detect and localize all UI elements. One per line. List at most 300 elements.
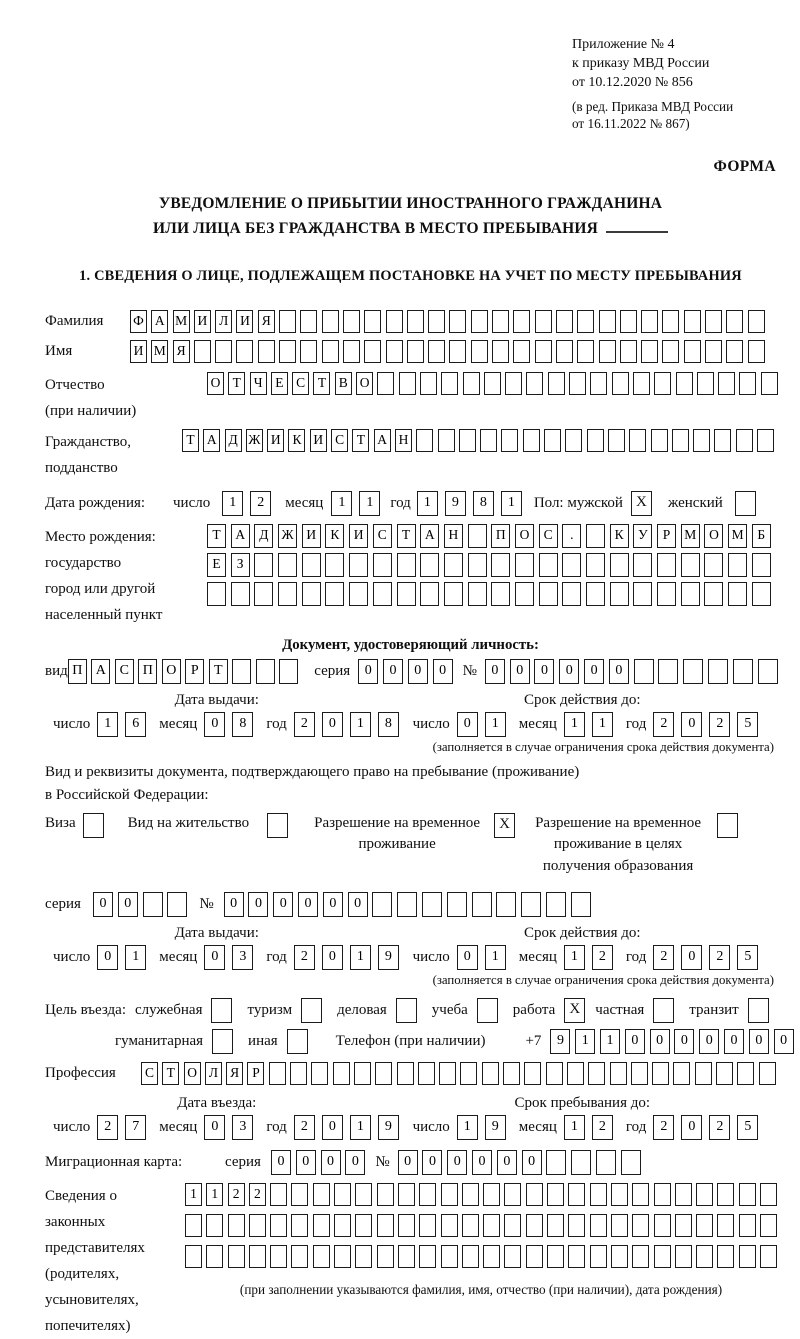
form-cell[interactable]: 1 [97, 712, 118, 737]
profession-input[interactable] [141, 1062, 776, 1085]
form-cell[interactable] [696, 1183, 713, 1206]
form-cell[interactable] [684, 340, 701, 363]
passport-expiry-day-input[interactable] [457, 712, 506, 737]
form-cell[interactable]: 0 [398, 1150, 418, 1175]
form-cell[interactable] [397, 1062, 414, 1085]
form-cell[interactable] [704, 582, 723, 606]
form-cell[interactable] [300, 340, 317, 363]
form-cell[interactable] [231, 582, 250, 606]
form-cell[interactable] [697, 372, 714, 395]
doc-number-input[interactable] [485, 659, 778, 684]
form-cell[interactable] [654, 372, 671, 395]
birth-year-input[interactable] [417, 491, 522, 516]
form-cell[interactable]: М [728, 524, 747, 548]
form-cell[interactable] [736, 429, 753, 452]
form-cell[interactable]: 0 [625, 1029, 645, 1054]
form-cell[interactable] [349, 553, 368, 577]
form-cell[interactable] [590, 1245, 607, 1268]
form-cell[interactable] [439, 1062, 456, 1085]
form-cell[interactable] [377, 372, 394, 395]
form-cell[interactable]: О [207, 372, 224, 395]
form-cell[interactable]: 0 [433, 659, 453, 684]
form-cell[interactable] [185, 1214, 202, 1237]
representatives-line2-input[interactable] [185, 1214, 777, 1237]
form-cell[interactable] [441, 1245, 458, 1268]
form-cell[interactable] [515, 553, 534, 577]
form-cell[interactable]: 1 [359, 491, 380, 516]
form-cell[interactable]: 2 [709, 1115, 730, 1140]
form-cell[interactable] [696, 1245, 713, 1268]
form-cell[interactable] [441, 1214, 458, 1237]
form-cell[interactable] [468, 524, 487, 548]
stay-doc-expiry-month-input[interactable] [564, 945, 613, 970]
form-cell[interactable]: 1 [185, 1183, 202, 1206]
form-cell[interactable] [717, 1245, 734, 1268]
form-cell[interactable] [586, 524, 605, 548]
form-cell[interactable] [620, 340, 637, 363]
form-cell[interactable] [513, 310, 530, 333]
form-cell[interactable] [726, 310, 743, 333]
form-cell[interactable] [621, 1150, 641, 1175]
form-cell[interactable] [420, 372, 437, 395]
form-cell[interactable]: 0 [271, 1150, 291, 1175]
form-cell[interactable] [311, 1062, 328, 1085]
form-cell[interactable] [696, 1214, 713, 1237]
form-cell[interactable] [546, 1062, 563, 1085]
temp-residence-education-checkbox[interactable] [717, 813, 738, 838]
form-cell[interactable] [492, 310, 509, 333]
form-cell[interactable] [355, 1183, 372, 1206]
form-cell[interactable]: 5 [737, 1115, 758, 1140]
entry-year-input[interactable] [294, 1115, 399, 1140]
form-cell[interactable] [611, 1183, 628, 1206]
form-cell[interactable] [728, 553, 747, 577]
form-cell[interactable] [586, 582, 605, 606]
form-cell[interactable]: Д [254, 524, 273, 548]
form-cell[interactable] [373, 553, 392, 577]
form-cell[interactable] [398, 1214, 415, 1237]
form-cell[interactable] [662, 340, 679, 363]
form-cell[interactable]: 1 [417, 491, 438, 516]
form-cell[interactable]: 9 [378, 945, 399, 970]
form-cell[interactable]: 2 [294, 945, 315, 970]
form-cell[interactable]: Р [657, 524, 676, 548]
form-cell[interactable]: 0 [383, 659, 403, 684]
form-cell[interactable] [662, 310, 679, 333]
form-cell[interactable] [278, 582, 297, 606]
form-cell[interactable] [505, 372, 522, 395]
form-cell[interactable] [718, 372, 735, 395]
purpose-tourism-checkbox[interactable] [301, 998, 322, 1023]
form-cell[interactable]: И [267, 429, 284, 452]
form-cell[interactable] [279, 310, 296, 333]
form-cell[interactable] [483, 1214, 500, 1237]
form-cell[interactable] [569, 372, 586, 395]
form-cell[interactable] [757, 429, 774, 452]
stay-doc-issue-day-input[interactable] [97, 945, 146, 970]
form-cell[interactable] [397, 553, 416, 577]
form-cell[interactable] [567, 1062, 584, 1085]
form-cell[interactable]: Л [215, 310, 232, 333]
form-cell[interactable] [590, 1183, 607, 1206]
form-cell[interactable] [629, 429, 646, 452]
form-cell[interactable] [313, 1183, 330, 1206]
purpose-official-checkbox[interactable] [211, 998, 232, 1023]
form-cell[interactable] [471, 340, 488, 363]
form-cell[interactable]: К [325, 524, 344, 548]
form-cell[interactable] [672, 429, 689, 452]
form-cell[interactable] [228, 1245, 245, 1268]
form-cell[interactable] [708, 659, 728, 684]
form-cell[interactable]: 1 [501, 491, 522, 516]
sex-female-checkbox[interactable] [735, 491, 756, 516]
purpose-private-checkbox[interactable] [653, 998, 674, 1023]
form-cell[interactable] [254, 553, 273, 577]
form-cell[interactable]: 0 [457, 945, 478, 970]
temp-residence-checkbox[interactable]: X [494, 813, 515, 838]
form-cell[interactable]: 2 [294, 712, 315, 737]
form-cell[interactable]: Т [162, 1062, 179, 1085]
form-cell[interactable] [313, 1214, 330, 1237]
form-cell[interactable] [634, 659, 654, 684]
stay-until-month-input[interactable] [564, 1115, 613, 1140]
form-cell[interactable] [290, 1062, 307, 1085]
form-cell[interactable] [422, 892, 442, 917]
form-cell[interactable] [354, 1062, 371, 1085]
form-cell[interactable]: 1 [485, 712, 506, 737]
form-cell[interactable] [291, 1183, 308, 1206]
stay-until-day-input[interactable] [457, 1115, 506, 1140]
form-cell[interactable]: 1 [206, 1183, 223, 1206]
form-cell[interactable] [291, 1245, 308, 1268]
form-cell[interactable] [539, 553, 558, 577]
form-cell[interactable] [398, 1245, 415, 1268]
form-cell[interactable]: Ч [250, 372, 267, 395]
purpose-transit-checkbox[interactable] [748, 998, 769, 1023]
birthplace-line2-input[interactable] [207, 553, 771, 577]
form-cell[interactable] [420, 582, 439, 606]
form-cell[interactable]: 1 [350, 945, 371, 970]
form-cell[interactable] [492, 340, 509, 363]
form-cell[interactable] [397, 582, 416, 606]
form-cell[interactable]: Ж [246, 429, 263, 452]
form-cell[interactable]: Р [185, 659, 204, 684]
form-cell[interactable] [568, 1214, 585, 1237]
form-cell[interactable]: А [91, 659, 110, 684]
form-cell[interactable]: 0 [650, 1029, 670, 1054]
form-cell[interactable] [482, 1062, 499, 1085]
form-cell[interactable] [675, 1183, 692, 1206]
form-cell[interactable]: 0 [322, 945, 343, 970]
migration-number-input[interactable] [398, 1150, 641, 1175]
form-cell[interactable]: 1 [564, 945, 585, 970]
form-cell[interactable]: А [203, 429, 220, 452]
form-cell[interactable]: 0 [774, 1029, 794, 1054]
form-cell[interactable]: 0 [472, 1150, 492, 1175]
form-cell[interactable]: Е [207, 553, 226, 577]
form-cell[interactable]: Д [225, 429, 242, 452]
form-cell[interactable]: 8 [473, 491, 494, 516]
form-cell[interactable] [364, 310, 381, 333]
form-cell[interactable] [215, 340, 232, 363]
form-cell[interactable] [752, 553, 771, 577]
form-cell[interactable]: 1 [564, 712, 585, 737]
form-cell[interactable]: И [310, 429, 327, 452]
passport-expiry-month-input[interactable] [564, 712, 613, 737]
form-cell[interactable]: И [349, 524, 368, 548]
sex-male-checkbox[interactable]: X [631, 491, 652, 516]
form-cell[interactable]: Н [444, 524, 463, 548]
form-cell[interactable] [717, 1183, 734, 1206]
form-cell[interactable] [444, 553, 463, 577]
form-cell[interactable] [472, 892, 492, 917]
form-cell[interactable] [739, 1214, 756, 1237]
form-cell[interactable] [704, 553, 723, 577]
form-cell[interactable] [681, 553, 700, 577]
form-cell[interactable] [610, 1062, 627, 1085]
form-cell[interactable] [612, 372, 629, 395]
form-cell[interactable] [577, 310, 594, 333]
form-cell[interactable] [256, 659, 275, 684]
form-cell[interactable] [654, 1245, 671, 1268]
form-cell[interactable] [420, 553, 439, 577]
form-cell[interactable]: И [236, 310, 253, 333]
form-cell[interactable]: С [331, 429, 348, 452]
form-cell[interactable] [737, 1062, 754, 1085]
form-cell[interactable] [270, 1183, 287, 1206]
entry-day-input[interactable] [97, 1115, 146, 1140]
form-cell[interactable] [562, 553, 581, 577]
form-cell[interactable] [463, 372, 480, 395]
form-cell[interactable] [444, 582, 463, 606]
form-cell[interactable] [726, 340, 743, 363]
form-cell[interactable] [676, 372, 693, 395]
passport-issue-month-input[interactable] [204, 712, 253, 737]
form-cell[interactable] [185, 1245, 202, 1268]
representatives-line1-input[interactable] [185, 1183, 777, 1206]
form-cell[interactable]: 0 [485, 659, 505, 684]
form-cell[interactable] [462, 1183, 479, 1206]
form-cell[interactable] [556, 310, 573, 333]
form-cell[interactable]: 9 [550, 1029, 570, 1054]
passport-issue-day-input[interactable] [97, 712, 146, 737]
form-cell[interactable] [349, 582, 368, 606]
form-cell[interactable] [620, 310, 637, 333]
form-cell[interactable]: 2 [249, 1183, 266, 1206]
form-cell[interactable] [513, 340, 530, 363]
form-cell[interactable] [397, 892, 417, 917]
form-cell[interactable] [521, 892, 541, 917]
form-cell[interactable] [548, 372, 565, 395]
form-cell[interactable] [760, 1183, 777, 1206]
firstname-input[interactable] [130, 340, 765, 363]
form-cell[interactable]: И [302, 524, 321, 548]
form-cell[interactable] [254, 582, 273, 606]
form-cell[interactable]: 0 [248, 892, 268, 917]
form-cell[interactable] [372, 892, 392, 917]
form-cell[interactable] [524, 1062, 541, 1085]
form-cell[interactable]: 5 [737, 712, 758, 737]
doc-series-input[interactable] [358, 659, 452, 684]
form-cell[interactable] [547, 1214, 564, 1237]
birth-day-input[interactable] [222, 491, 271, 516]
form-cell[interactable] [675, 1245, 692, 1268]
form-cell[interactable] [373, 582, 392, 606]
form-cell[interactable]: 0 [204, 1115, 225, 1140]
form-cell[interactable] [483, 1245, 500, 1268]
form-cell[interactable] [258, 340, 275, 363]
form-cell[interactable]: Е [271, 372, 288, 395]
form-cell[interactable]: 0 [408, 659, 428, 684]
form-cell[interactable] [681, 582, 700, 606]
form-cell[interactable]: 0 [609, 659, 629, 684]
form-cell[interactable]: 0 [497, 1150, 517, 1175]
form-cell[interactable]: 0 [457, 712, 478, 737]
form-cell[interactable]: Я [226, 1062, 243, 1085]
form-cell[interactable]: С [141, 1062, 158, 1085]
form-cell[interactable] [386, 310, 403, 333]
form-cell[interactable]: 0 [298, 892, 318, 917]
form-cell[interactable]: 8 [232, 712, 253, 737]
form-cell[interactable] [377, 1245, 394, 1268]
form-cell[interactable] [459, 429, 476, 452]
form-cell[interactable]: Н [395, 429, 412, 452]
form-cell[interactable]: Т [228, 372, 245, 395]
form-cell[interactable]: 1 [350, 712, 371, 737]
form-cell[interactable] [313, 1245, 330, 1268]
form-cell[interactable]: 2 [709, 712, 730, 737]
form-cell[interactable] [587, 429, 604, 452]
form-cell[interactable] [279, 659, 298, 684]
form-cell[interactable] [480, 429, 497, 452]
form-cell[interactable]: Я [258, 310, 275, 333]
form-cell[interactable] [300, 310, 317, 333]
form-cell[interactable] [657, 553, 676, 577]
form-cell[interactable] [571, 892, 591, 917]
form-cell[interactable] [504, 1214, 521, 1237]
form-cell[interactable] [716, 1062, 733, 1085]
form-cell[interactable] [546, 892, 566, 917]
birthplace-line1-input[interactable] [207, 524, 771, 548]
form-cell[interactable] [377, 1183, 394, 1206]
form-cell[interactable] [325, 553, 344, 577]
migration-series-input[interactable] [271, 1150, 365, 1175]
form-cell[interactable] [491, 582, 510, 606]
form-cell[interactable]: Я [173, 340, 190, 363]
form-cell[interactable] [269, 1062, 286, 1085]
form-cell[interactable]: 0 [534, 659, 554, 684]
form-cell[interactable] [279, 340, 296, 363]
form-cell[interactable] [407, 310, 424, 333]
form-cell[interactable]: 0 [358, 659, 378, 684]
form-cell[interactable] [535, 310, 552, 333]
form-cell[interactable] [739, 1183, 756, 1206]
form-cell[interactable] [631, 1062, 648, 1085]
form-cell[interactable] [428, 310, 445, 333]
form-cell[interactable] [460, 1062, 477, 1085]
form-cell[interactable] [302, 582, 321, 606]
form-cell[interactable] [438, 429, 455, 452]
form-cell[interactable] [568, 1245, 585, 1268]
form-cell[interactable] [633, 582, 652, 606]
form-cell[interactable] [535, 340, 552, 363]
form-cell[interactable] [577, 340, 594, 363]
form-cell[interactable] [207, 582, 226, 606]
form-cell[interactable]: 5 [737, 945, 758, 970]
form-cell[interactable] [377, 1214, 394, 1237]
form-cell[interactable] [546, 1150, 566, 1175]
form-cell[interactable] [758, 659, 778, 684]
form-cell[interactable] [441, 372, 458, 395]
form-cell[interactable] [544, 429, 561, 452]
form-cell[interactable]: О [184, 1062, 201, 1085]
form-cell[interactable]: 3 [232, 1115, 253, 1140]
form-cell[interactable]: 0 [681, 945, 702, 970]
form-cell[interactable]: 2 [250, 491, 271, 516]
form-cell[interactable] [633, 372, 650, 395]
form-cell[interactable]: 0 [674, 1029, 694, 1054]
form-cell[interactable] [206, 1214, 223, 1237]
form-cell[interactable]: И [194, 310, 211, 333]
form-cell[interactable]: 0 [322, 1115, 343, 1140]
form-cell[interactable] [562, 582, 581, 606]
citizenship-input[interactable] [182, 429, 774, 452]
form-cell[interactable]: 0 [296, 1150, 316, 1175]
form-cell[interactable]: С [292, 372, 309, 395]
form-cell[interactable]: 2 [228, 1183, 245, 1206]
form-cell[interactable]: 2 [653, 1115, 674, 1140]
form-cell[interactable]: Т [352, 429, 369, 452]
form-cell[interactable] [419, 1183, 436, 1206]
form-cell[interactable] [416, 429, 433, 452]
birth-month-input[interactable] [331, 491, 380, 516]
form-cell[interactable]: М [151, 340, 168, 363]
form-cell[interactable] [611, 1214, 628, 1237]
form-cell[interactable] [364, 340, 381, 363]
phone-input[interactable] [550, 1029, 793, 1054]
form-cell[interactable] [468, 582, 487, 606]
form-cell[interactable] [547, 1183, 564, 1206]
form-cell[interactable]: 1 [564, 1115, 585, 1140]
form-cell[interactable]: 0 [93, 892, 113, 917]
form-cell[interactable] [748, 340, 765, 363]
form-cell[interactable] [526, 1183, 543, 1206]
birthplace-line3-input[interactable] [207, 582, 771, 606]
form-cell[interactable] [539, 582, 558, 606]
form-cell[interactable]: Ф [130, 310, 147, 333]
form-cell[interactable]: 0 [422, 1150, 442, 1175]
form-cell[interactable]: 2 [97, 1115, 118, 1140]
form-cell[interactable]: А [151, 310, 168, 333]
form-cell[interactable] [441, 1183, 458, 1206]
form-cell[interactable]: А [231, 524, 250, 548]
stay-doc-number-input[interactable] [224, 892, 591, 917]
form-cell[interactable]: 0 [447, 1150, 467, 1175]
form-cell[interactable] [322, 340, 339, 363]
form-cell[interactable] [483, 1183, 500, 1206]
form-cell[interactable] [714, 429, 731, 452]
form-cell[interactable] [556, 340, 573, 363]
form-cell[interactable] [761, 372, 778, 395]
form-cell[interactable]: 0 [323, 892, 343, 917]
stay-doc-issue-month-input[interactable] [204, 945, 253, 970]
form-cell[interactable] [523, 429, 540, 452]
form-cell[interactable] [641, 310, 658, 333]
form-cell[interactable] [270, 1245, 287, 1268]
form-cell[interactable] [748, 310, 765, 333]
form-cell[interactable] [608, 429, 625, 452]
form-cell[interactable] [375, 1062, 392, 1085]
